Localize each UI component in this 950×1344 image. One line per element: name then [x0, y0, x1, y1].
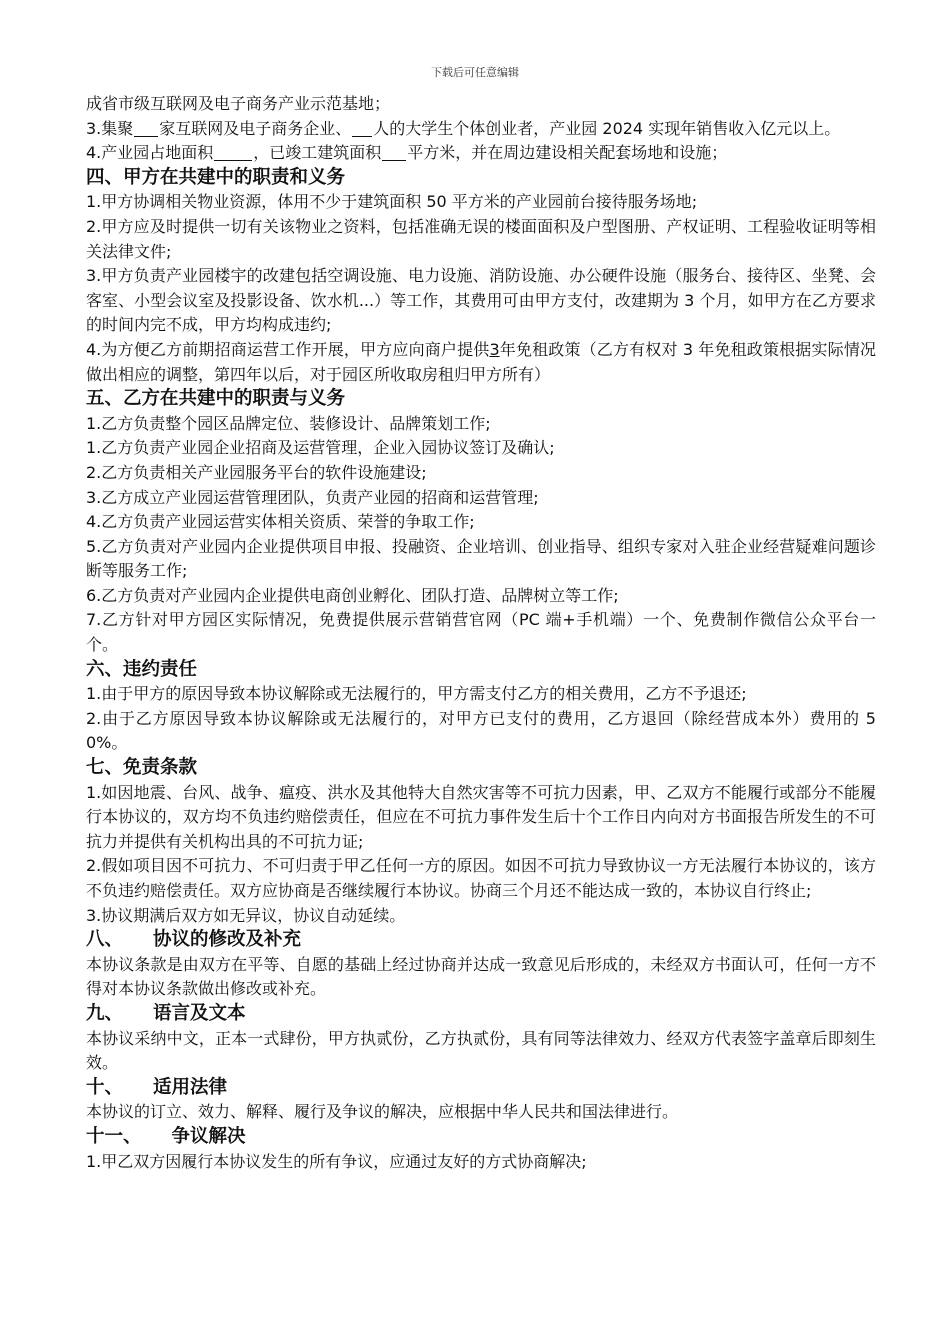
blank-field — [382, 144, 406, 161]
document-body — [86, 92, 876, 1174]
section-7-item: 3.协议期满后双方如无异议，协议自动延续。 — [86, 905, 406, 925]
intro-item-3 — [86, 117, 876, 142]
section-4-item: 3.甲方负责产业园楼宇的改建包括空调设施、电力设施、消防设施、办公硬件设施（服务台、接待区、坐凳、会客室、小型会议室及投影设备、饮水机...）等工作，其费用可由甲方支付，改建期为 3 个月，如甲方在乙方要求的时间内完不成，甲方均构成违约; — [86, 266, 876, 335]
section-10-number: 十、 — [86, 1076, 124, 1098]
free-rent-years: 3 — [489, 339, 500, 359]
intro-line: 成省市级互联网及电子商务产业示范基地； — [86, 94, 391, 113]
blank-field — [134, 120, 158, 137]
section-8-text: 本协议条款是由双方在平等、自愿的基础上经过协商并达成一致意见后形成的，未经双方书面认可，任何一方不得对本协议条款做出修改或补充。 — [86, 954, 876, 999]
section-9-text: 本协议采纳中文，正本一式肆份，甲方执贰份，乙方执贰份，具有同等法律效力、经双方代表签字盖章后即刻生效。 — [86, 1028, 876, 1073]
section-5-item: 3.乙方成立产业园运营管理团队，负责产业园的招商和运营管理; — [86, 487, 539, 507]
section-11-text: 1.甲乙双方因履行本协议发生的所有争议，应通过友好的方式协商解决; — [86, 1151, 587, 1171]
intro-item-3-part-a: 3.集聚 — [86, 118, 134, 138]
section-7-item: 2.假如项目因不可抗力、不可归责于甲乙任何一方的原因。如因不可抗力导致协议一方无法履行本协议的，该方不负违约赔偿责任。双方应协商是否继续履行本协议。协商三个月还不能达成一致的，本协议自行终止; — [86, 856, 876, 900]
section-9-title: 语言及文本 — [153, 1002, 246, 1024]
section-5-item: 5.乙方负责对产业园内企业提供项目申报、投融资、企业培训、创业指导、组织专家对入驻企业经营疑难问题诊断等服务工作; — [86, 536, 876, 581]
section-5-item: 7.乙方针对甲方园区实际情况，免费提供展示营销营官网（PC 端+手机端）一个、免费制作微信公众平台一个。 — [86, 610, 876, 655]
section-4-item-4-part-a: 4.为方便乙方前期招商运营工作开展，甲方应向商户提供 — [86, 339, 490, 359]
section-6-item: 2.由于乙方原因导致本协议解除或无法履行的，对甲方已支付的费用，乙方退回（除经营成本外）费用的 50%。 — [86, 708, 876, 753]
intro-item-4-part-b: ，已竣工建筑面积 — [253, 143, 382, 163]
section-4-heading: 四、甲方在共建中的职责和义务 — [86, 166, 346, 188]
section-5-item: 6.乙方负责对产业园内企业提供电商创业孵化、团队打造、品牌树立等工作; — [86, 585, 619, 605]
intro-item-4 — [86, 141, 876, 166]
section-10-heading — [86, 1076, 876, 1101]
section-11-title: 争议解决 — [171, 1125, 246, 1147]
section-6-item: 1.由于甲方的原因导致本协议解除或无法履行的，甲方需支付乙方的相关费用，乙方不予退还; — [86, 684, 747, 704]
section-5-item: 2.乙方负责相关产业园服务平台的软件设施建设; — [86, 462, 427, 482]
section-4-item — [86, 338, 876, 387]
section-9-number: 九、 — [86, 1002, 124, 1024]
section-5-item: 1.乙方负责产业园企业招商及运营管理，企业入园协议签订及确认; — [86, 438, 555, 458]
section-5-heading: 五、乙方在共建中的职责与义务 — [86, 388, 346, 410]
page-header: 下载后可任意编辑 — [431, 66, 519, 79]
section-8-number: 八、 — [86, 929, 124, 951]
section-7-heading: 七、免责条款 — [86, 757, 198, 779]
section-10-text: 本协议的订立、效力、解释、履行及争议的解决，应根据中华人民共和国法律进行。 — [86, 1102, 679, 1122]
section-7-item: 1.如因地震、台风、战争、瘟疫、洪水及其他特大自然灾害等不可抗力因素，甲、乙双方不能履行或部分不能履行本协议的，双方均不负违约赔偿责任，但应在不可抗力事件发生后十个工作日内向对方书面报告所发生的不可抗力并提供有关机构出具的不可抗力证; — [86, 782, 876, 851]
section-4-item: 2.甲方应及时提供一切有关该物业之资料，包括准确无误的楼面面积及户型图册、产权证明、工程验收证明等相关法律文件; — [86, 216, 876, 261]
intro-item-3-part-b: 家互联网及电子商务企业、 — [159, 118, 352, 138]
section-8-heading — [86, 928, 876, 953]
blank-field — [352, 120, 372, 137]
section-5-item: 4.乙方负责产业园运营实体相关资质、荣誉的争取工作; — [86, 512, 475, 532]
section-5-item: 1.乙方负责整个园区品牌定位、装修设计、品牌策划工作; — [86, 413, 491, 433]
intro-item-4-part-a: 4.产业园占地面积 — [86, 143, 214, 163]
section-4-item-4-part-b: 年免租政策（乙方有权对 3 年免租政策根据实际情况做出相应的调整，第四年以后，对于园区所收取房租归甲方所有） — [86, 339, 876, 384]
section-4-item: 1.甲方协调相关物业资源，体用不少于建筑面积 50 平方米的产业园前台接待服务场地; — [86, 192, 698, 212]
section-11-heading — [86, 1125, 876, 1150]
section-9-heading — [86, 1002, 876, 1027]
section-11-number: 十一、 — [86, 1125, 142, 1147]
blank-field — [214, 144, 252, 161]
intro-item-3-part-c: 人的大学生个体创业者，产业园 2024 实现年销售收入亿元以上。 — [373, 118, 841, 138]
section-10-title: 适用法律 — [153, 1076, 228, 1098]
section-6-heading: 六、违约责任 — [86, 658, 198, 680]
section-8-title: 协议的修改及补充 — [153, 929, 302, 951]
intro-item-4-part-c: 平方米，并在周边建设相关配套场地和设施； — [407, 143, 728, 163]
